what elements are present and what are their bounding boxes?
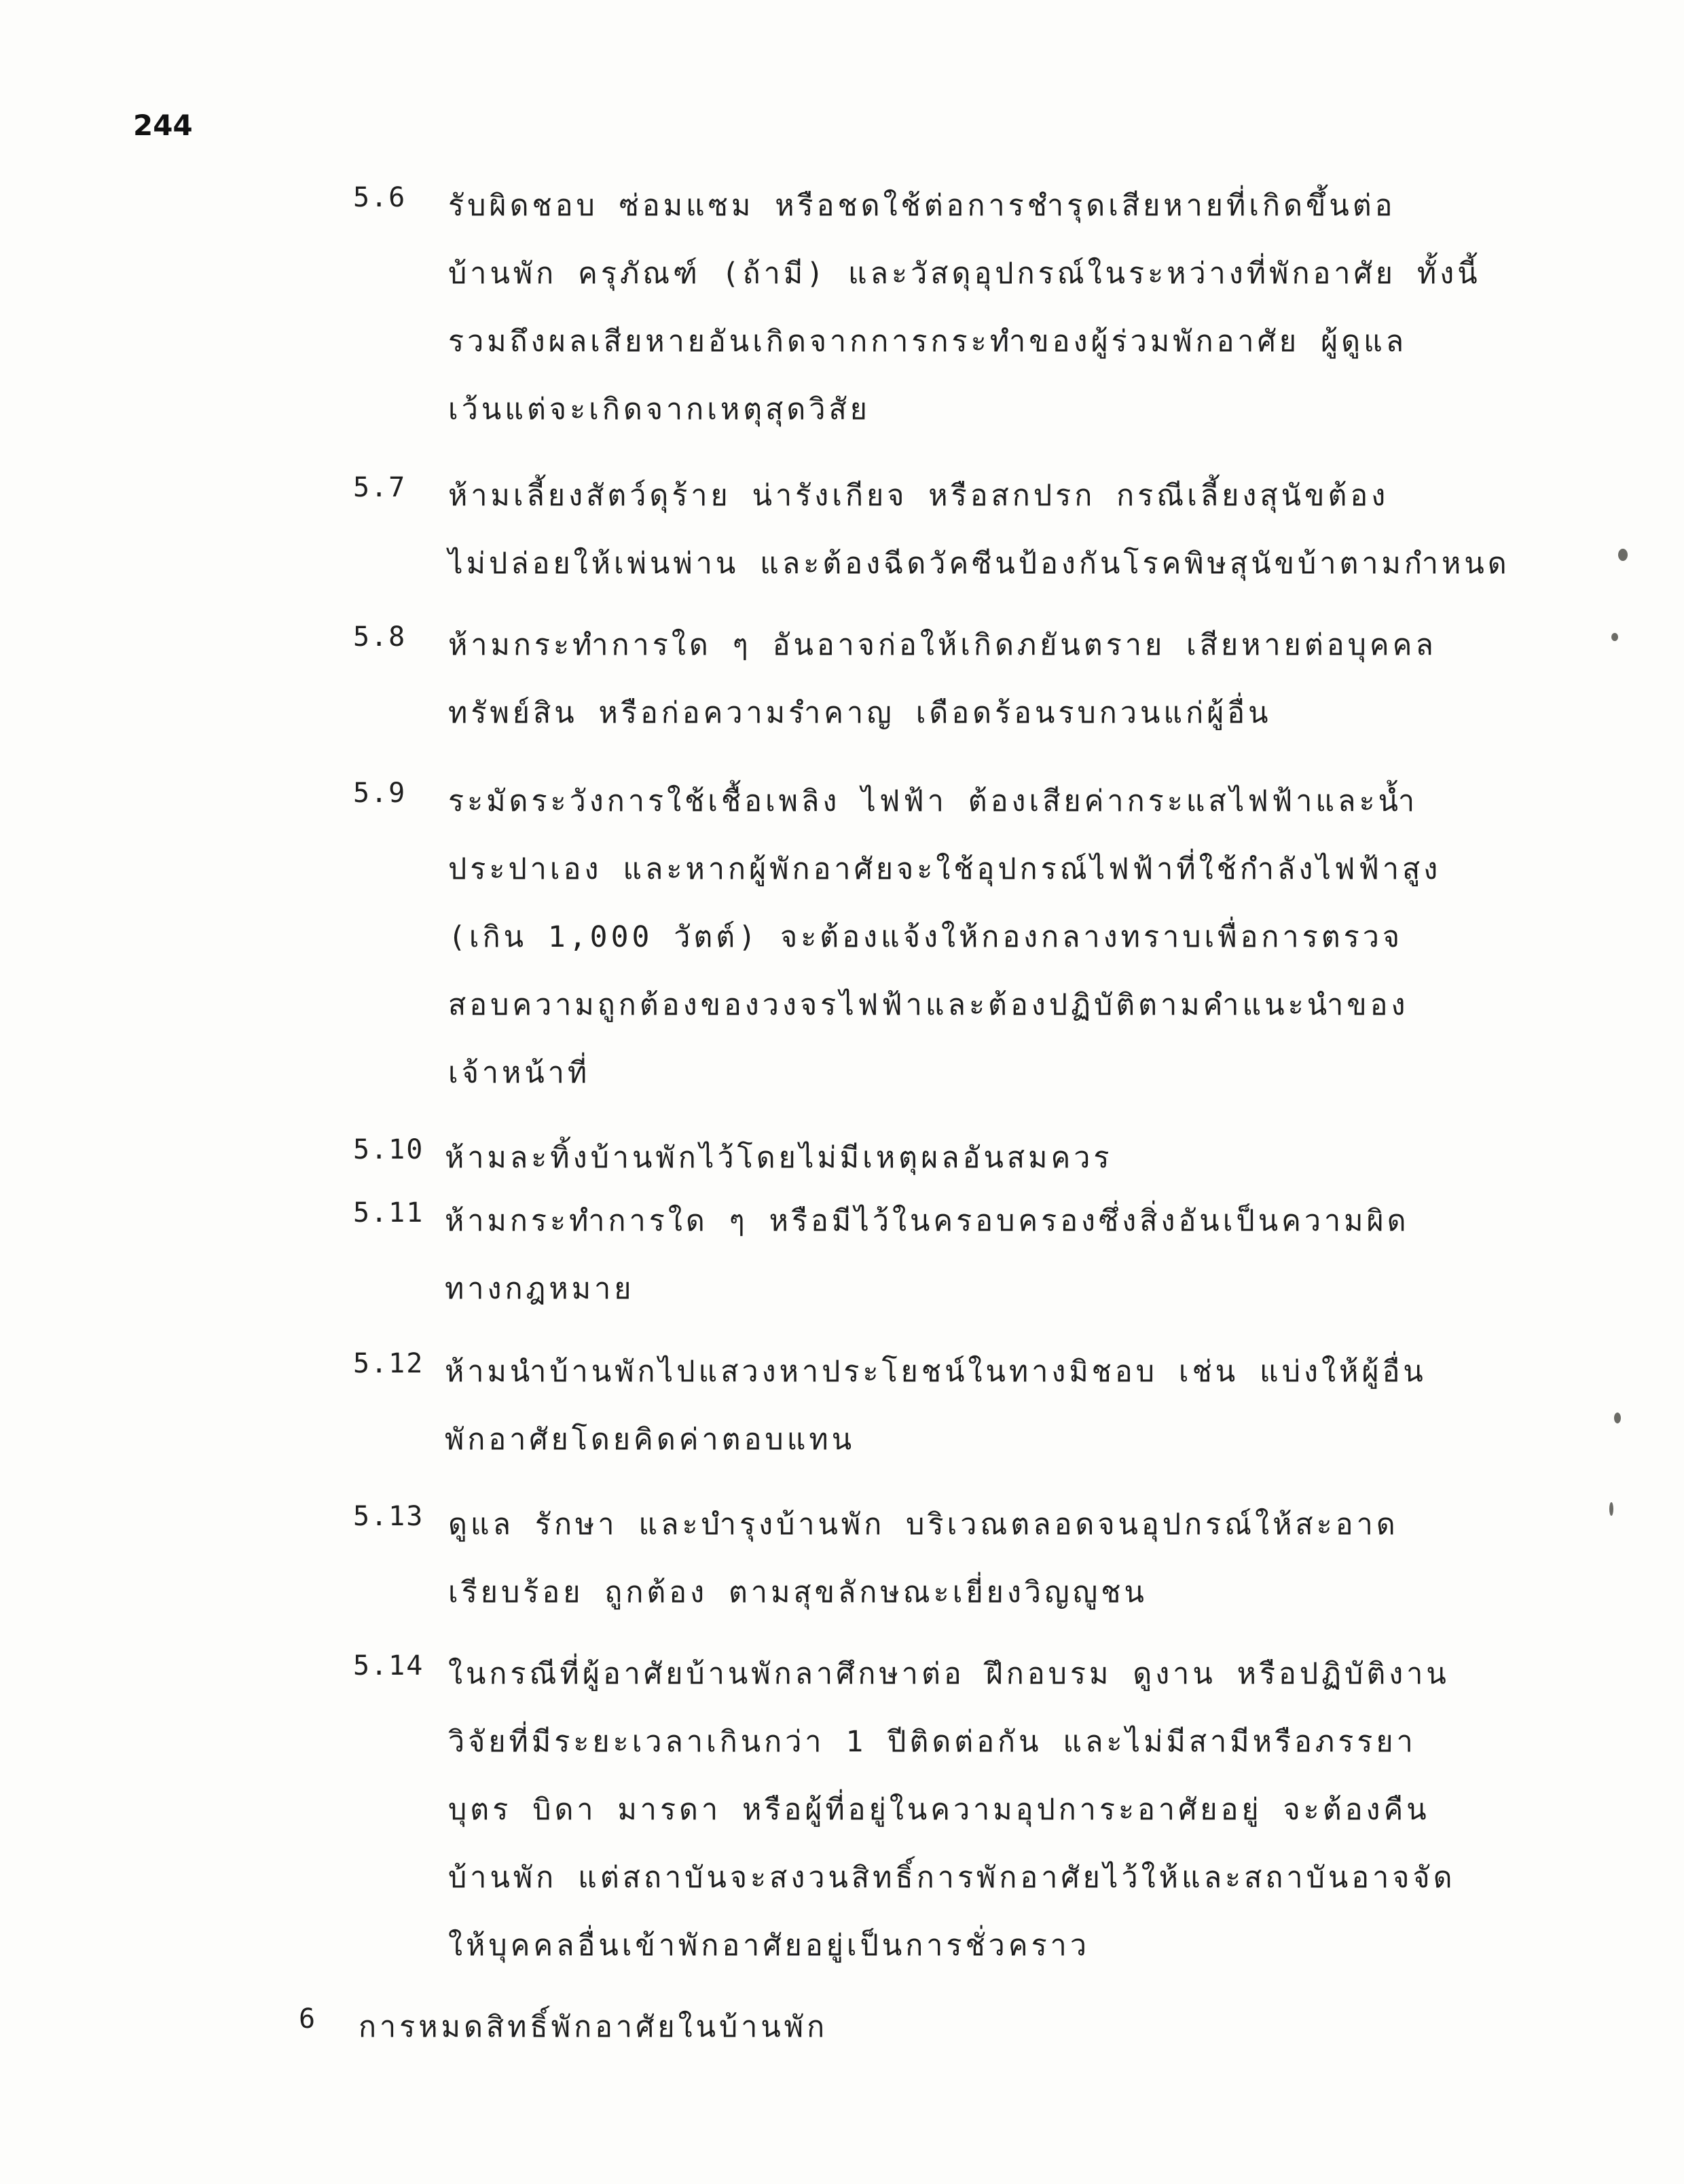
- item-text-line: บ้านพัก แต่สถาบันจะสงวนสิทธิ์การพักอาศัยไว้ให้และสถาบันอาจจัด: [448, 1861, 1456, 1895]
- item-text-line: (เกิน 1,000 วัตต์) จะต้องแจ้งให้กองกลางทราบเพื่อการตรวจ: [448, 920, 1404, 954]
- item-number: 5.10: [353, 1134, 424, 1165]
- item-text-line: ห้ามนำบ้านพักไปแสวงหาประโยชน์ในทางมิชอบ เช่น แบ่งให้ผู้อื่น: [445, 1355, 1427, 1389]
- item-number: 5.6: [353, 182, 407, 213]
- item-number: 5.12: [353, 1348, 424, 1379]
- scan-speck: [1618, 549, 1628, 561]
- section-number: 6: [299, 2003, 316, 2035]
- item-text-line: ห้ามกระทำการใด ๆ อันอาจก่อให้เกิดภยันตราย เสียหายต่อบุคคล: [448, 628, 1437, 662]
- section-title: การหมดสิทธิ์พักอาศัยในบ้านพัก: [359, 2010, 828, 2044]
- item-text-line: ห้ามละทิ้งบ้านพักไว้โดยไม่มีเหตุผลอันสมควร: [445, 1141, 1113, 1175]
- item-text-line: ดูแล รักษา และบำรุงบ้านพัก บริเวณตลอดจนอุปกรณ์ให้สะอาด: [448, 1508, 1399, 1542]
- item-text-line: พักอาศัยโดยคิดค่าตอบแทน: [445, 1423, 856, 1457]
- item-text-line: ทรัพย์สิน หรือก่อความรำคาญ เดือดร้อนรบกวนแก่ผู้อื่น: [448, 696, 1272, 730]
- item-text-line: รวมถึงผลเสียหายอันเกิดจากการกระทำของผู้ร่วมพักอาศัย ผู้ดูแล: [448, 325, 1408, 359]
- scan-speck: [1611, 633, 1618, 641]
- scan-speck: [1614, 1413, 1621, 1423]
- item-text-line: บุตร บิดา มารดา หรือผู้ที่อยู่ในความอุปการะอาศัยอยู่ จะต้องคืน: [448, 1793, 1430, 1827]
- item-number: 5.7: [353, 472, 407, 503]
- item-text-line: สอบความถูกต้องของวงจรไฟฟ้าและต้องปฏิบัติตามคำแนะนำของ: [448, 988, 1409, 1022]
- item-text-line: ให้บุคคลอื่นเข้าพักอาศัยอยู่เป็นการชั่วคราว: [448, 1929, 1090, 1963]
- item-text-line: วิจัยที่มีระยะเวลาเกินกว่า 1 ปีติดต่อกัน และไม่มีสามีหรือภรรยา: [448, 1725, 1416, 1759]
- item-text-line: ประปาเอง และหากผู้พักอาศัยจะใช้อุปกรณ์ไฟฟ้าที่ใช้กำลังไฟฟ้าสูง: [448, 852, 1442, 886]
- item-number: 5.8: [353, 621, 407, 653]
- page-number: 244: [133, 109, 193, 142]
- item-text-line: ห้ามเลี้ยงสัตว์ดุร้าย น่ารังเกียจ หรือสกปรก กรณีเลี้ยงสุนัขต้อง: [448, 479, 1389, 513]
- item-number: 5.9: [353, 778, 407, 809]
- item-text-line: บ้านพัก ครุภัณฑ์ (ถ้ามี) และวัสดุอุปกรณ์ในระหว่างที่พักอาศัย ทั้งนี้: [448, 257, 1481, 291]
- item-text-line: รับผิดชอบ ซ่อมแซม หรือชดใช้ต่อการชำรุดเสียหายที่เกิดขึ้นต่อ: [448, 189, 1396, 223]
- item-number: 5.11: [353, 1197, 424, 1228]
- item-text-line: ไม่ปล่อยให้เพ่นพ่าน และต้องฉีดวัคซีนป้องกันโรคพิษสุนัขบ้าตามกำหนด: [448, 547, 1510, 581]
- item-text-line: ในกรณีที่ผู้อาศัยบ้านพักลาศึกษาต่อ ฝึกอบรม ดูงาน หรือปฏิบัติงาน: [448, 1657, 1450, 1691]
- item-text-line: ห้ามกระทำการใด ๆ หรือมีไว้ในครอบครองซึ่งสิ่งอันเป็นความผิด: [445, 1204, 1410, 1238]
- item-number: 5.14: [353, 1650, 424, 1681]
- item-text-line: เว้นแต่จะเกิดจากเหตุสุดวิสัย: [448, 393, 871, 426]
- item-text-line: ทางกฎหมาย: [445, 1272, 635, 1306]
- scan-speck: [1609, 1502, 1613, 1516]
- item-number: 5.13: [353, 1501, 424, 1532]
- item-text-line: เจ้าหน้าที่: [448, 1056, 591, 1090]
- item-text-line: ระมัดระวังการใช้เชื้อเพลิง ไฟฟ้า ต้องเสียค่ากระแสไฟฟ้าและน้ำ: [448, 784, 1418, 818]
- item-text-line: เรียบร้อย ถูกต้อง ตามสุขลักษณะเยี่ยงวิญญูชน: [448, 1576, 1148, 1609]
